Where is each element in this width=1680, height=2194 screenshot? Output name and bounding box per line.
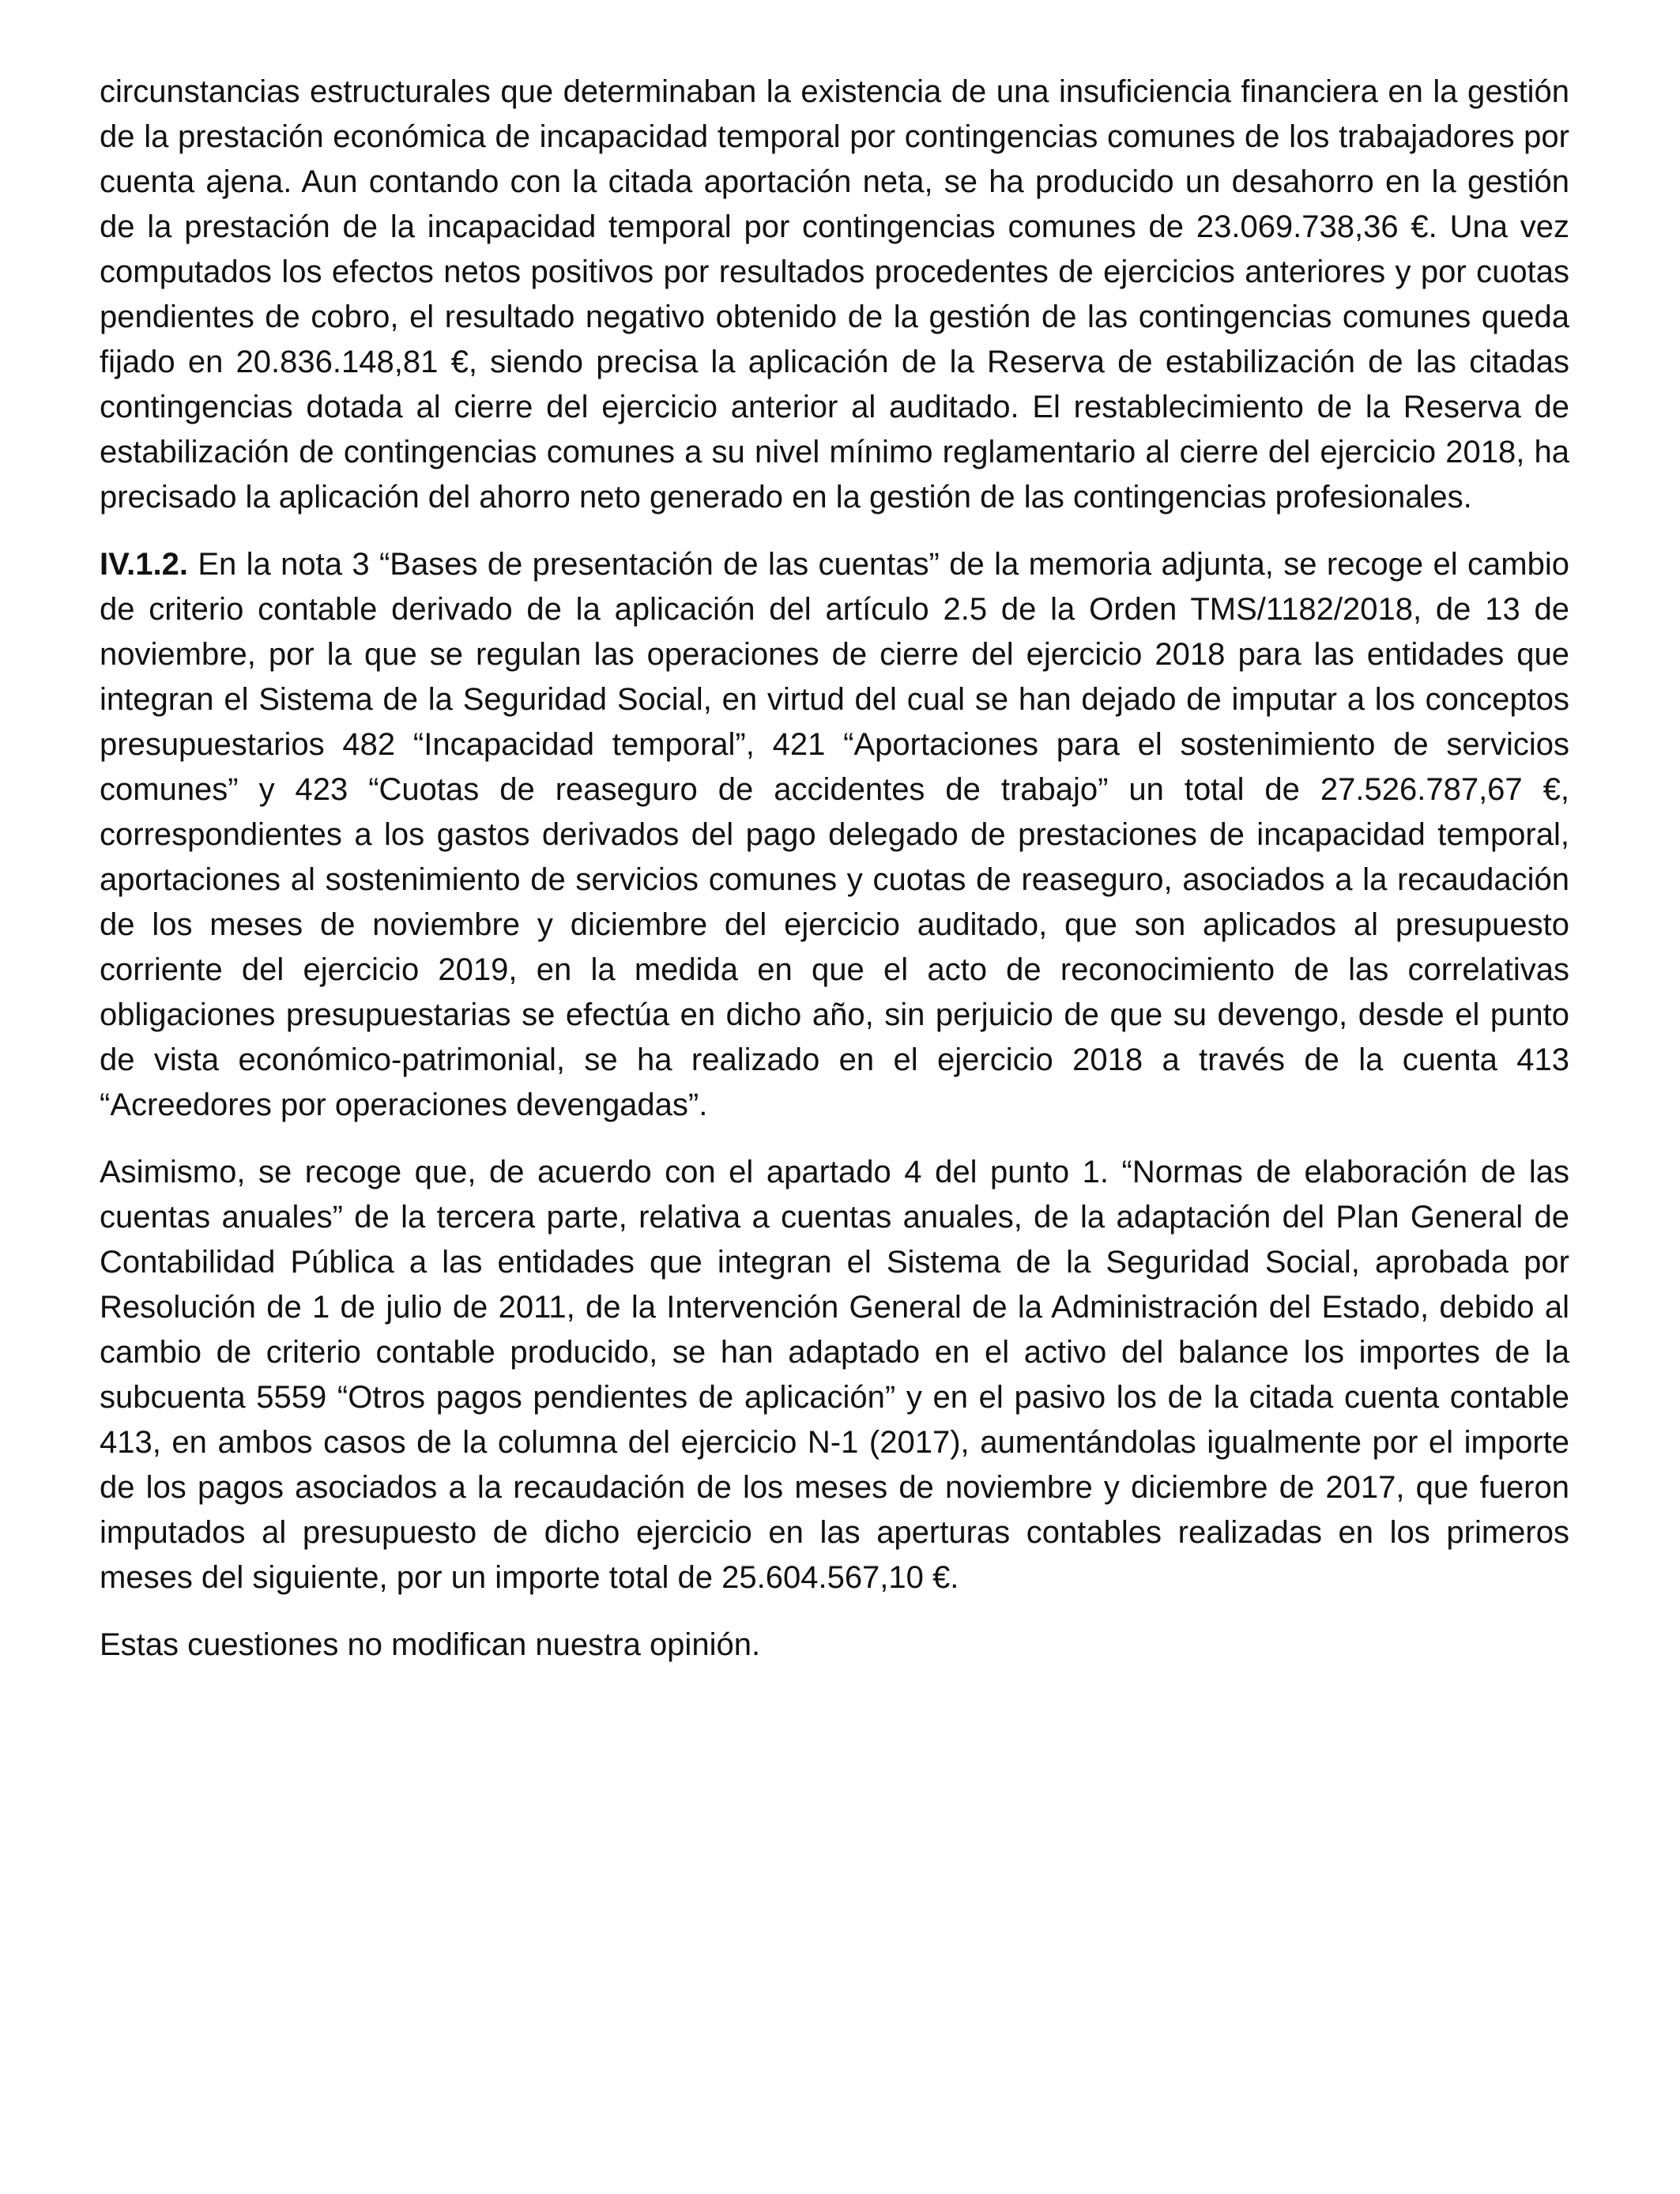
paragraph-cambio-criterio-text: En la nota 3 “Bases de presentación de las cuentas” de la memoria adjunta, se recoge el cambio de criterio contable derivado de la aplicación del artículo 2.5 de la Orden TMS/1182/2018, de 13 de noviembre, por la que se regulan las operaciones de cierre del ejercicio 2018 para las entidades que integran el Sistema de la Seguridad Social, en virtud del cual se han dejado de imputar a los conceptos presupuestarios 482 “Incapacidad temporal”, 421 “Aportaciones para el sostenimiento de servicios comunes” y 423 “Cuotas de reaseguro de accidentes de trabajo” un total de 27.526.787,67 €, correspondientes a los gastos derivados del pago delegado de prestaciones de incapacidad temporal, aportaciones al sostenimiento de servicios comunes y cuotas de reaseguro, asociados a la recaudación de los meses de noviembre y diciembre del ejercicio auditado, que son aplicados al presupuesto corriente del ejercicio 2019, en la medida en que el acto de reconocimiento de las correlativas obligaciones presupuestarias se efectúa en dicho año, sin perjuicio de que su devengo, desde el punto de vista económico-patrimonial, se ha realizado en el ejercicio 2018 a través de la cuenta 413 “Acreedores por operaciones devengadas”. xyxy=(100,547,1569,1122)
paragraph-adaptacion-balance: Asimismo, se recoge que, de acuerdo con el apartado 4 del punto 1. “Normas de elaboración de las cuentas anuales” de la tercera parte, relativa a cuentas anuales, de la adaptación del Plan General de Contabilidad Pública a las entidades que integran el Sistema de la Seguridad Social, aprobada por Resolución de 1 de julio de 2011, de la Intervención General de la Administración del Estado, debido al cambio de criterio contable producido, se han adaptado en el activo del balance los importes de la subcuenta 5559 “Otros pagos pendientes de aplicación” y en el pasivo los de la citada cuenta contable 413, en ambos casos de la columna del ejercicio N-1 (2017), aumentándolas igualmente por el importe de los pagos asociados a la recaudación de los meses de noviembre y diciembre de 2017, que fueron imputados al presupuesto de dicho ejercicio en las aperturas contables realizadas en los primeros meses del siguiente, por un importe total de 25.604.567,10 €. xyxy=(100,1155,1569,1595)
paragraph-contingencias-comunes: circunstancias estructurales que determinaban la existencia de una insuficiencia financiera en la gestión de la prestación económica de incapacidad temporal por contingencias comunes de los trabajadores por cuenta ajena. Aun contando con la citada aportación neta, se ha producido un desahorro en la gestión de la prestación de la incapacidad temporal por contingencias comunes de 23.069.738,36 €. Una vez computados los efectos netos positivos por resultados procedentes de ejercicios anteriores y por cuotas pendientes de cobro, el resultado negativo obtenido de la gestión de las contingencias comunes queda fijado en 20.836.148,81 €, siendo precisa la aplicación de la Reserva de estabilización de las citadas contingencias dotada al cierre del ejercicio anterior al auditado. El restablecimiento de la Reserva de estabilización de contingencias comunes a su nivel mínimo reglamentario al cierre del ejercicio 2018, ha precisado la aplicación del ahorro neto generado en la gestión de las contingencias profesionales. xyxy=(100,74,1569,515)
paragraph-cambio-criterio xyxy=(100,542,1569,1128)
paragraph-conclusion: Estas cuestiones no modifican nuestra opinión. xyxy=(100,1627,761,1662)
section-heading: IV.1.2. xyxy=(100,547,188,582)
document-page xyxy=(100,70,1569,1668)
